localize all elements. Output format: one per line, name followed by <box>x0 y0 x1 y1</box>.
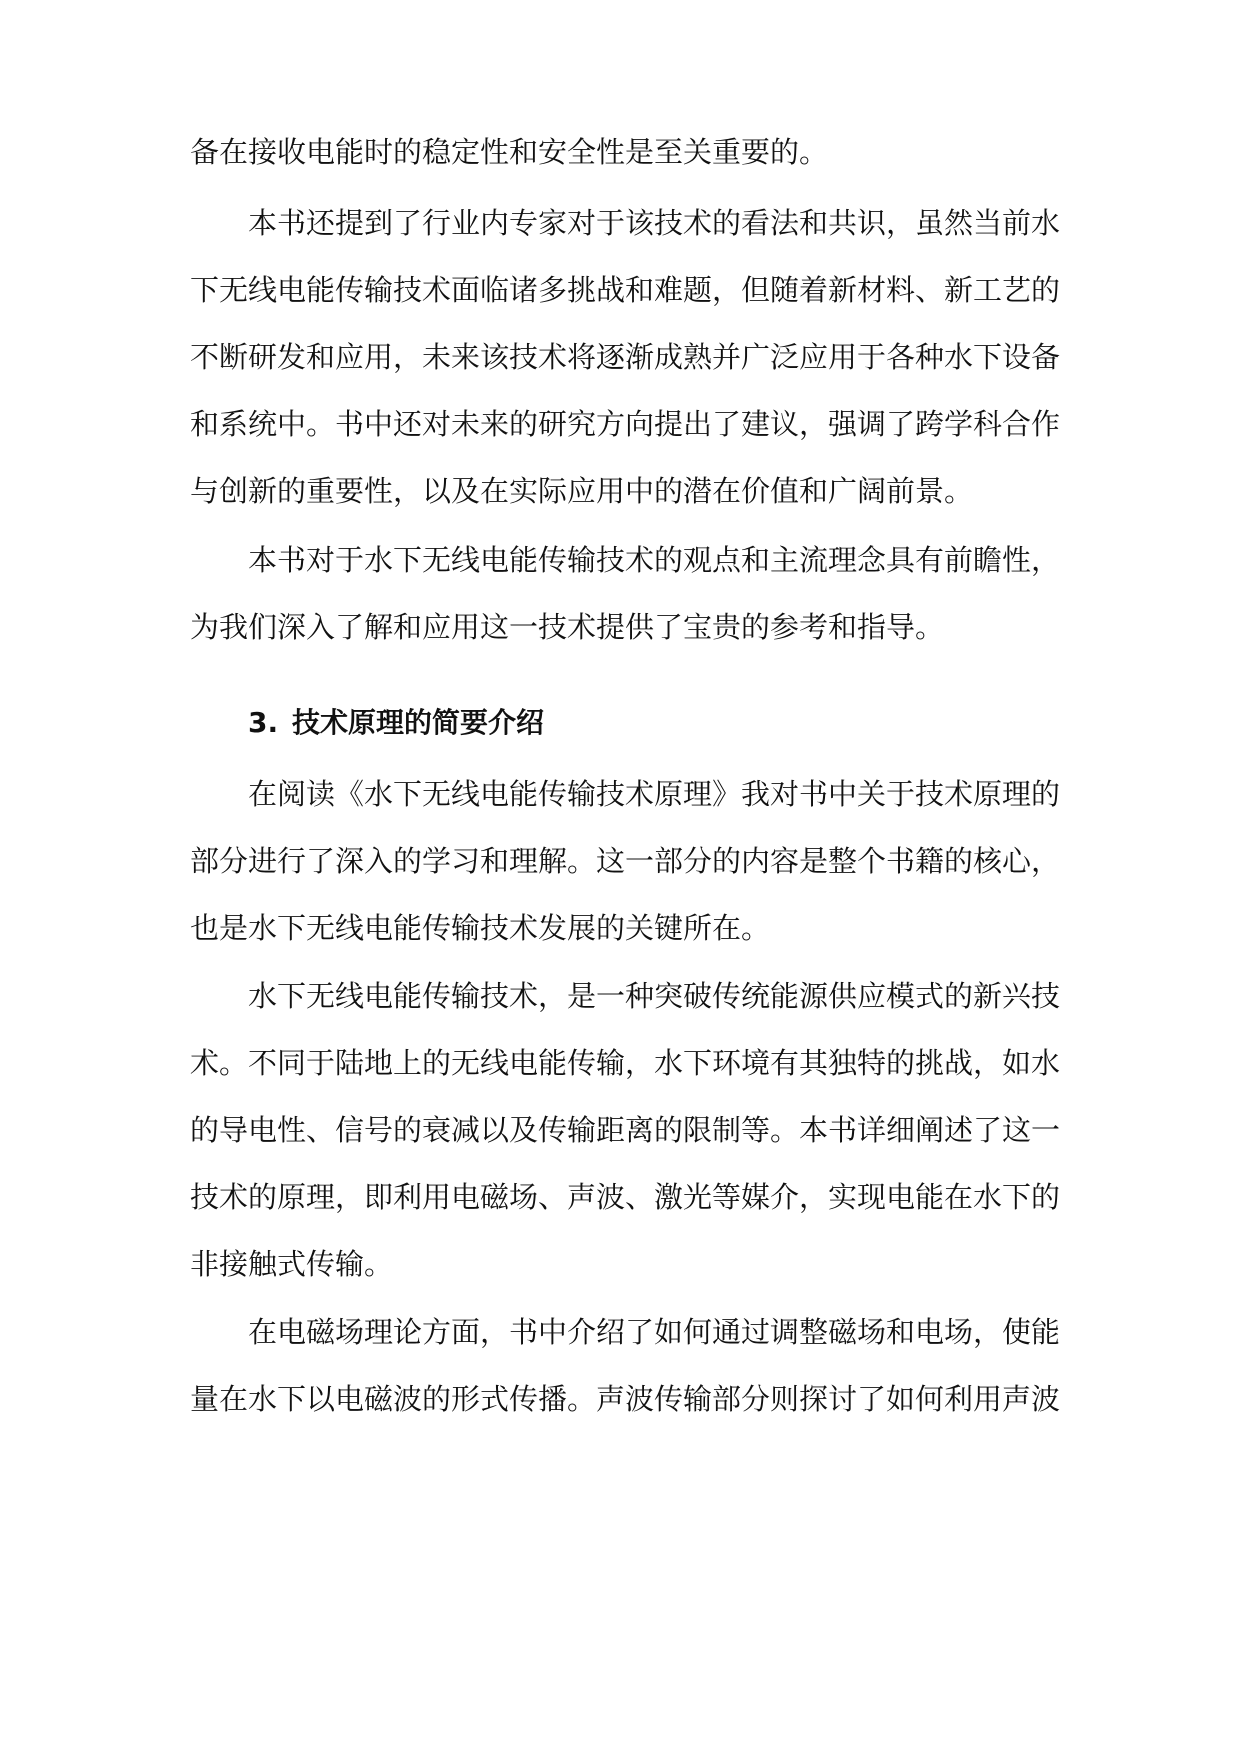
text-line: 的导电性、信号的衰减以及传输距离的限制等。本书详细阐述了这一 <box>190 1113 1061 1147</box>
text-line: 部分进行了深入的学习和理解。这一部分的内容是整个书籍的核心， <box>190 844 1061 878</box>
text-line: 本书对于水下无线电能传输技术的观点和主流理念具有前瞻性， <box>248 543 1061 577</box>
text-line: 本书还提到了行业内专家对于该技术的看法和共识，虽然当前水 <box>248 206 1061 240</box>
text-line: 水下无线电能传输技术，是一种突破传统能源供应模式的新兴技 <box>248 979 1061 1013</box>
text-line: 非接触式传输。 <box>190 1247 394 1281</box>
text-line: 备在接收电能时的稳定性和安全性是至关重要的。 <box>190 135 829 169</box>
text-line: 在电磁场理论方面，书中介绍了如何通过调整磁场和电场，使能 <box>248 1315 1061 1349</box>
text-line: 与创新的重要性，以及在实际应用中的潜在价值和广阔前景。 <box>190 474 974 508</box>
text-line: 术。不同于陆地上的无线电能传输，水下环境有其独特的挑战，如水 <box>190 1046 1061 1080</box>
text-line: 也是水下无线电能传输技术发展的关键所在。 <box>190 911 771 945</box>
text-line: 技术的原理，即利用电磁场、声波、激光等媒介，实现电能在水下的 <box>190 1180 1061 1214</box>
text-line: 不断研发和应用，未来该技术将逐渐成熟并广泛应用于各种水下设备 <box>190 340 1061 374</box>
text-line: 为我们深入了解和应用这一技术提供了宝贵的参考和指导。 <box>190 610 945 644</box>
text-line: 在阅读《水下无线电能传输技术原理》我对书中关于技术原理的 <box>248 777 1061 811</box>
text-line: 和系统中。书中还对未来的研究方向提出了建议，强调了跨学科合作 <box>190 407 1061 441</box>
section-number: 3. <box>248 706 279 739</box>
section-heading <box>248 703 544 743</box>
text-line: 量在水下以电磁波的形式传播。声波传输部分则探讨了如何利用声波 <box>190 1382 1061 1416</box>
text-line: 下无线电能传输技术面临诸多挑战和难题，但随着新材料、新工艺的 <box>190 273 1061 307</box>
section-title: 技术原理的简要介绍 <box>292 706 545 739</box>
